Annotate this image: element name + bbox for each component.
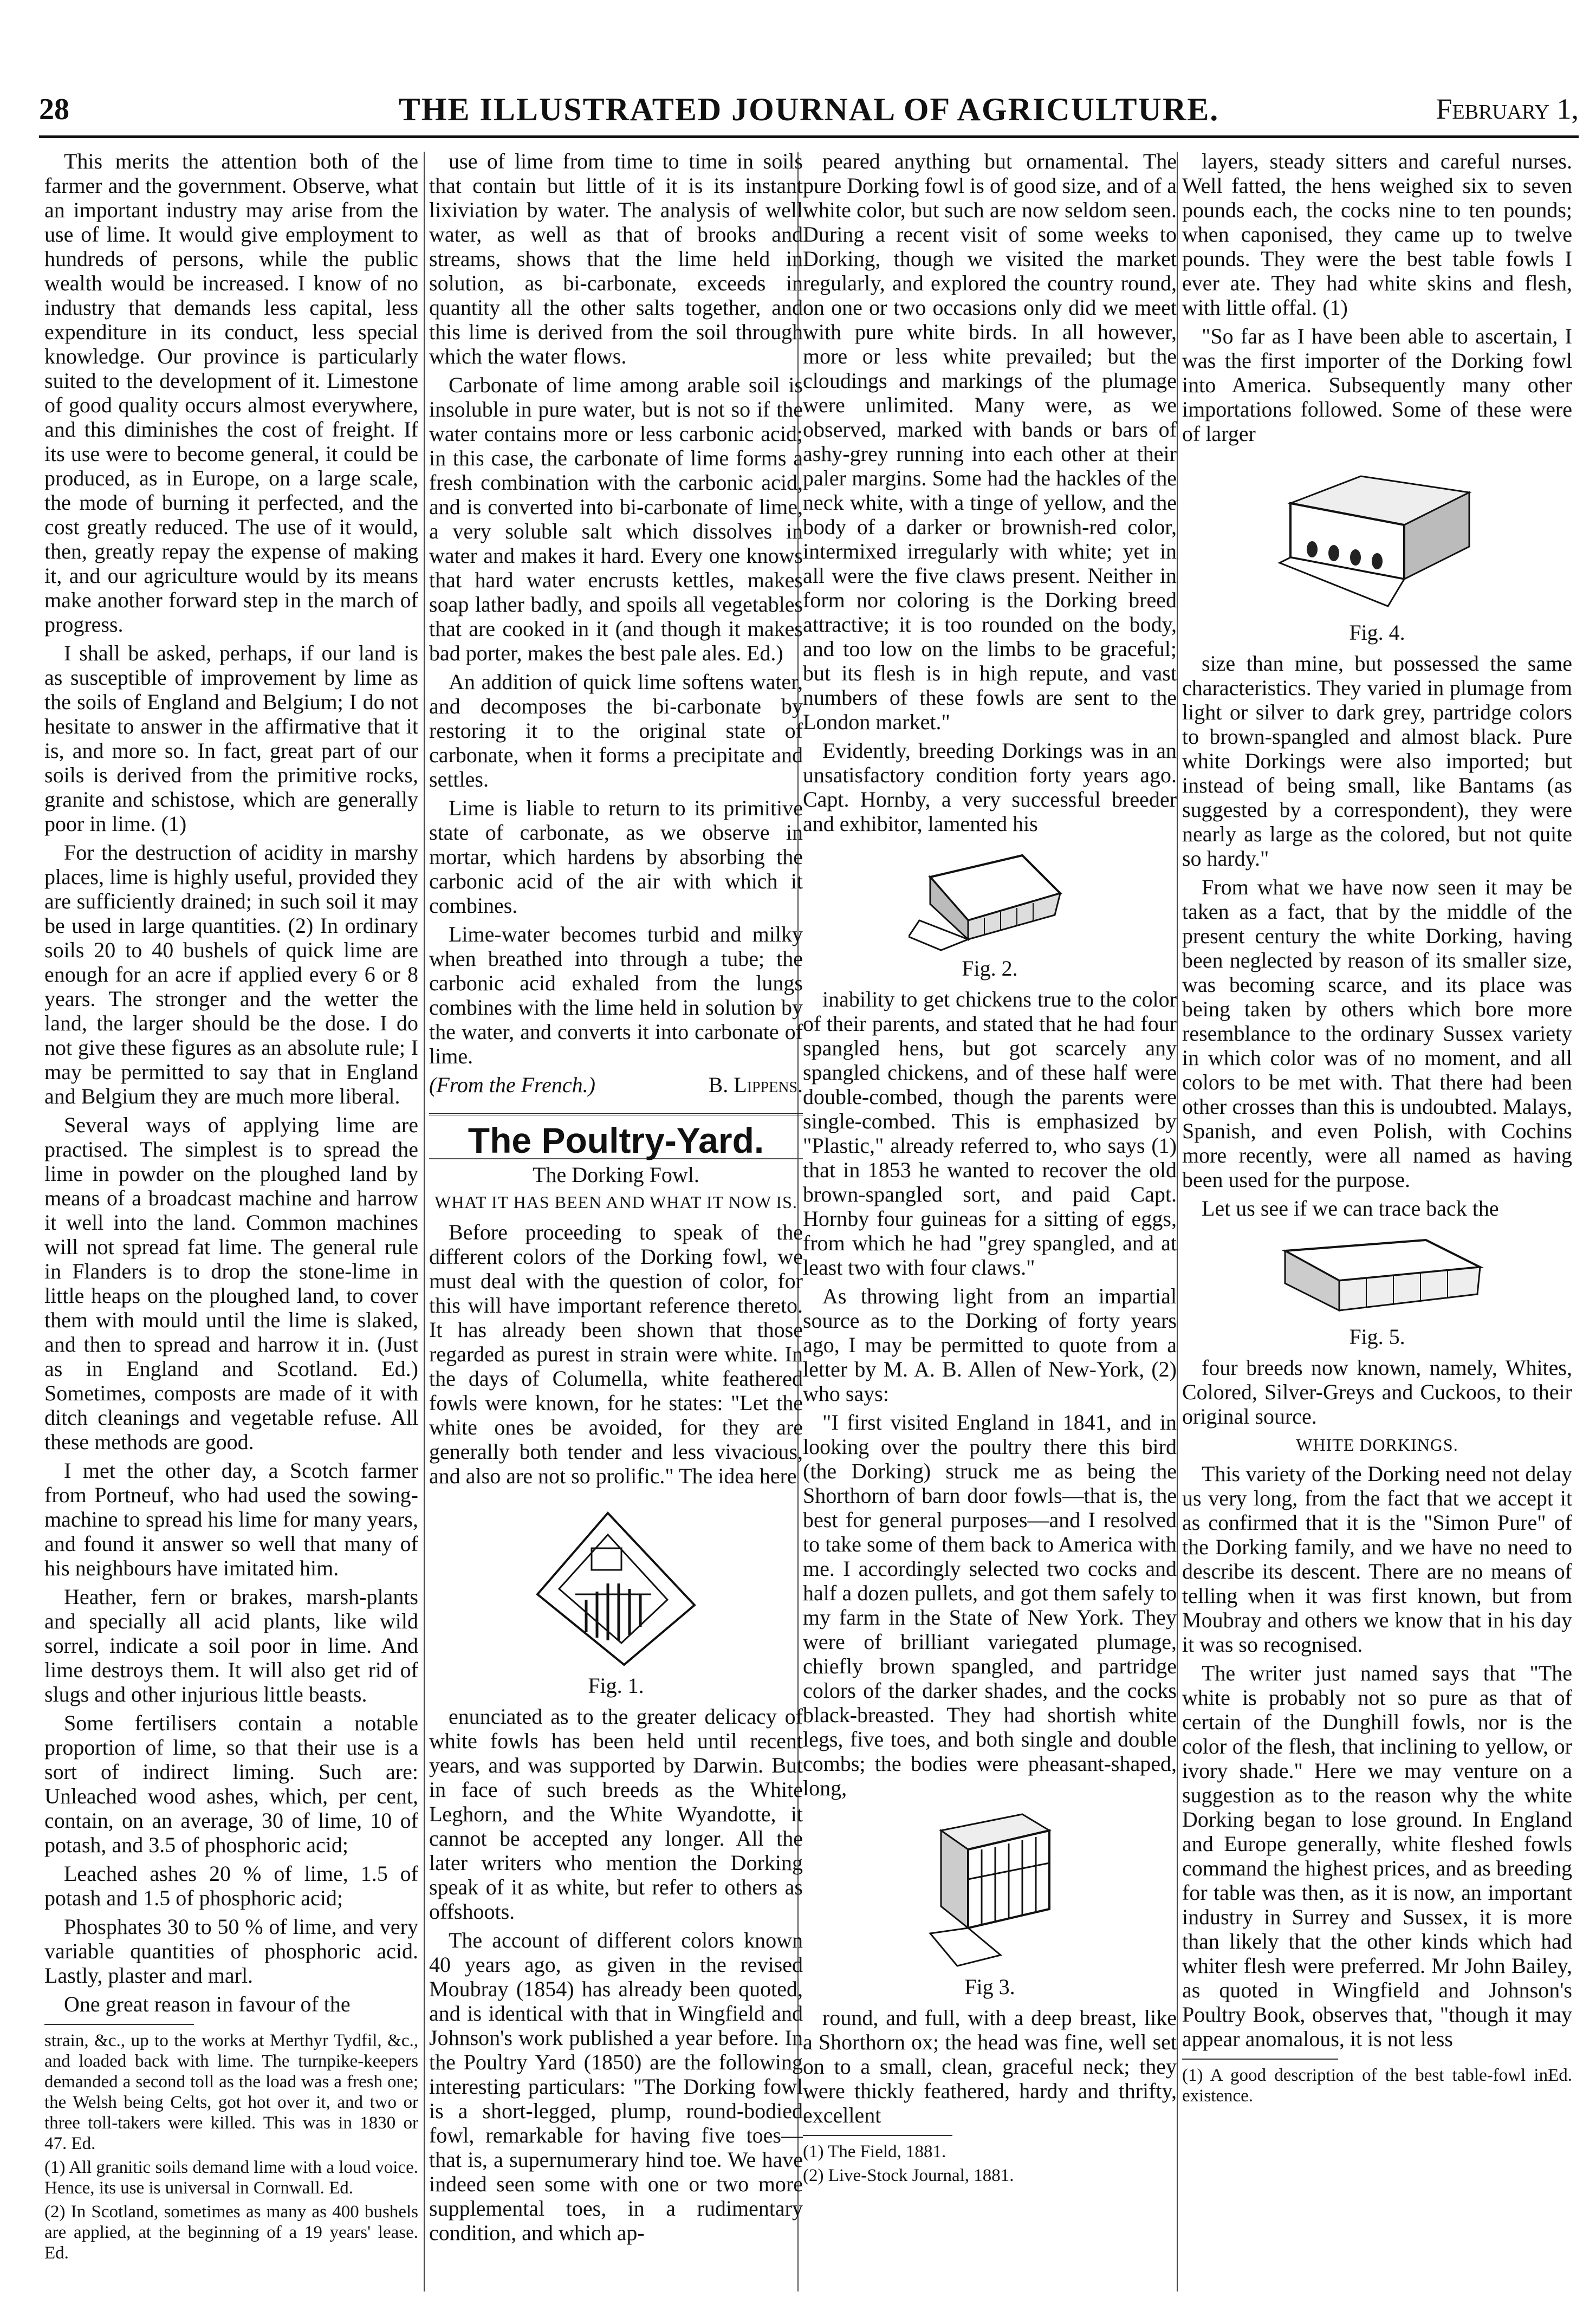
column-divider — [1177, 152, 1178, 2291]
column-3 — [803, 149, 1177, 2294]
footnote: (1) All granitic soils demand lime with a loud voice. Hence, its use is universal in Cornwall. Ed. — [44, 2158, 418, 2198]
paragraph: Lime is liable to return to its primitive state of carbonate, as we observe in mortar, which hardens by absorbing the carbonic acid of the air with which it combines. — [429, 796, 803, 918]
paragraph: use of lime from time to time in soils that contain but little of it is its instant lixiviation by water. The analysis of well water, as well as that of brooks and streams, shows that the lime held in solution, as bi-carbonate, exceeds in quantity all the other salts together, and this lime is derived from the soil through which the water flows. — [429, 149, 803, 368]
paragraph: Some fertilisers contain a notable proportion of lime, so that their use is a sort of indirect liming. Such are: Unleached wood ashes, which, per cent, contain, on an average, 30 of lime, 10 of potash, and 3.5 of phosphoric acid; — [44, 1711, 418, 1857]
footnote-rule — [1182, 2059, 1338, 2060]
footnote: (2) In Scotland, sometimes as many as 400 bushels are applied, at the beginning of a 19 years' lease. Ed. — [44, 2202, 418, 2263]
paragraph: "So far as I have been able to ascertain, I was the first importer of the Dorking fowl into America. Subsequently many other importations followed. Some of these were of larger — [1182, 324, 1572, 446]
figure-caption: Fig. 2. — [962, 956, 1018, 981]
paragraph: One great reason in favour of the — [64, 1992, 351, 2016]
footnote-rule — [803, 2135, 952, 2136]
issue-date: February 1, — [1436, 93, 1579, 125]
figure-caption: Fig 3. — [964, 1975, 1015, 1999]
article-title: The Dorking Fowl. — [429, 1158, 803, 1187]
paragraph: I met the other day, a Scotch farmer from Portneuf, who had used the sowing-machine to spread his lime for many years, and found it answer so well that many of his neighbours have imitated him. — [44, 1458, 418, 1580]
paragraph: Lime-water becomes turbid and milky when breathed into through a tube; the carbonic acid exhaled from the lungs combines with the lime held in solution by the water, and converts it into carbonate of lime. — [429, 922, 803, 1068]
footnote — [1182, 2065, 1572, 2106]
paragraph: enunciated as to the greater delicacy of white fowls has been held until recent years, and was supported by Darwin. But in face of such breeds as the White Leghorn, and the White Wyandotte, it cannot be accepted any longer. All the later writers who mention the Dorking speak of it as white, but refer to others as offshoots. — [429, 1704, 803, 1924]
paragraph: This merits the attention both of the farmer and the government. Observe, what an important industry may arise from the use of lime. It would give employment to hundreds of persons, while the public wealth would be increased. I know of no industry that demands less capital, less expenditure in its conduct, less special knowledge. Our province is particularly suited to the development of it. Limestone of good quality occurs almost everywhere, and this diminishes the cost of freight. If its use were to become general, it could be produced, as in Europe, on a large scale, the mode of burning it perfected, and the cost greatly reduced. The use of it would, then, greatly repay the expense of making it, and our agriculture would by its means make another forward step in the march of progress. — [44, 149, 418, 637]
paragraph: From what we have now seen it may be taken as a fact, that by the middle of the present century the white Dorking, having been neglected by reason of its smaller size, was becoming scarce, and its place was being taken by others which bore more resemblance to the ordinary Sussex variety in which color was of no moment, and all colors to be met with. That there had been other crosses than this is undoubted. Malays, Spanish, and even Polish, with Cochins more recently, were all named as having been used for the purpose. — [1182, 875, 1572, 1192]
paragraph: four breeds now known, namely, Whites, Colored, Silver-Greys and Cuckoos, to their original source. — [1182, 1355, 1572, 1429]
article-signature — [429, 1073, 803, 1097]
figure-3 — [803, 1809, 1177, 1999]
paragraph: For the destruction of acidity in marshy places, lime is highly useful, provided they are sufficiently drained; in such soil it may be used in large quantities. (2) In ordinary soils 20 to 40 bushels of quick lime are enough for an acre if applied every 6 or 8 years. The stronger and the wetter the land, the larger should be the dose. I do not give these figures as an absolute rule; I may be permitted to say that in England and Belgium they are much more liberal. — [44, 840, 418, 1108]
paragraph: Several ways of applying lime are practised. The simplest is to spread the lime in powder on the ploughed land by means of a broadcast machine and harrow it well into the land. Common machines will not spread fat lime. The general rule in Flanders is to drop the stone-lime in little heaps on the ploughed land, to cover them with mould until the lime is slaked, and then to spread and harrow it in. (Just as in England and Scotland. Ed.) Sometimes, composts are made of it with ditch cleanings and vegetable refuse. All these methods are good. — [44, 1113, 418, 1454]
section-subheading: WHITE DORKINGS. — [1296, 1435, 1458, 1455]
paragraph: Phosphates 30 to 50 % of lime, and very variable quantities of phosphoric acid. Lastly, plaster and marl. — [44, 1914, 418, 1988]
article-source: (From the French.) — [429, 1073, 595, 1097]
paragraph: Let us see if we can trace back the — [1202, 1196, 1499, 1221]
journal-title: THE ILLUSTRATED JOURNAL OF AGRICULTURE. — [398, 92, 1219, 127]
header-rule — [39, 135, 1579, 138]
paragraph: Leached ashes 20 % of lime, 1.5 of potash and 1.5 of phosphoric acid; — [44, 1861, 418, 1910]
paragraph: Before proceeding to speak of the different colors of the Dorking fowl, we must deal with the question of color, for this will have important reference thereto. It has already been shown that those regarded as purest in strain were white. In the days of Columella, white feathered fowls were known, for he states: "Let the white ones be avoided, for they are generally both tender and less vivacious, and also are not so prolific." The idea here — [429, 1220, 803, 1488]
article-author: B. Lippens. — [708, 1073, 803, 1097]
paragraph: "I first visited England in 1841, and in looking over the poultry there this bird (the Dorking) struck me as being the Shorthorn of barn door fowls—that is, the best for general purposes—and I resolved to take some of them back to America with me. I accordingly selected two cocks and half a dozen pullets, and got them safely to my farm in the State of New York. They were of brilliant variegated plumage, chiefly brown spangled, and partridge colors of the darker shades, and the cocks black-breasted. They had shortish white legs, five toes, and both single and double combs; the bodies were pheasant-shaped, long, — [803, 1410, 1177, 1800]
footnote: (2) Live-Stock Journal, 1881. — [803, 2166, 1014, 2185]
figure-2 — [803, 845, 1177, 981]
paragraph: This variety of the Dorking need not delay us very long, from the fact that we accept it as confirmed that it is the "Simon Pure" of the Dorking family, and we have no need to describe its descent. There are no means of telling when it was first known, but from Moubray and others we know that in his day it was so recognised. — [1182, 1462, 1572, 1657]
page-header — [39, 81, 1579, 130]
footnote: strain, &c., up to the works at Merthyr Tydfil, &c., and loaded back with lime. The turnpike-keepers demanded a second toll as the load was a fresh one; the Welsh being Celts, got hot over it, and two or three toll-takers were killed. This was in 1830 or 47. Ed. — [44, 2031, 418, 2153]
figure-caption: Fig. 1. — [588, 1673, 644, 1698]
paragraph: Evidently, breeding Dorkings was in an unsatisfactory condition forty years ago. Capt. Hornby, a very successful breeder and exhibitor, lamented his — [803, 738, 1177, 836]
paragraph: peared anything but ornamental. The pure Dorking fowl is of good size, and of a white color, but such are now seldom seen. During a recent visit of some weeks to Dorking, though we visited the market regularly, and explored the country round, on one or two occasions only did we meet with pure white birds. In all however, more or less white prevailed; but the cloudings and markings of the plumage were unlimited. Many were, as we observed, marked with bands or bars of ashy-grey running into each other at their paler margins. Some had the hackles of the neck white, with a tinge of yellow, and the body of a darker or brownish-red color, intermixed irregularly with white; yet in all were the five claws present. Neither in form nor coloring is the Dorking breed attractive; it is too rounded on the body, and too low on the limbs to be graceful; but its flesh is in high repute, and vast numbers of these fowls are sent to the London market." — [803, 149, 1177, 734]
column-2 — [429, 149, 803, 2294]
paragraph: The account of different colors known 40 years ago, as given in the revised Moubray (1854) has already been quoted, and is identical with that in Wingfield and Johnson's work published a year before. In the Poultry Yard (1850) are the following interesting particulars: "The Dorking fowl is a short-legged, plump, round-bodied fowl, remarkable for having five toes—that is, a supernumerary hind toe. We have indeed seen some with one or two more supplemental toes, in a rudimentary condition, and which ap- — [429, 1928, 803, 2245]
paragraph: The writer just named says that "The white is probably not so pure as that of certain of the Dunghill fowls, nor is the color of the flesh, that inclining to yellow, or ivory shade." Here we may venture on a suggestion as to the reason why the white Dorking began to lose ground. In England and Europe generally, white fleshed fowls command the highest prices, and as breeding for table was then, as it is now, an important industry in Surrey and Sussex, it is more than likely that the other kinds which had whiter flesh were preferred. Mr John Bailey, as quoted in Wingfield and Johnson's Poultry Book, observes that, "though it may appear anomalous, it is not less — [1182, 1661, 1572, 2051]
footnote: (1) The Field, 1881. — [803, 2142, 946, 2161]
column-1 — [44, 149, 418, 2294]
paragraph: Heather, fern or brakes, marsh-plants and specially all acid plants, like wild sorrel, indicate a soil poor in lime. And lime destroys them. It will also get rid of slugs and other injurious little beasts. — [44, 1585, 418, 1706]
figure-1 — [429, 1497, 803, 1698]
paragraph: As throwing light from an impartial source as to the Dorking of forty years ago, I may be permitted to quote from a letter by M. A. B. Allen of New-York, (2) who says: — [803, 1284, 1177, 1406]
section-title: The Poultry-Yard. — [429, 1113, 803, 1153]
column-4 — [1182, 149, 1572, 2294]
figure-caption: Fig. 4. — [1349, 620, 1405, 645]
paragraph: Carbonate of lime among arable soil is insoluble in pure water, but is not so if the water contains more or less carbonic acid; in this case, the carbonate of lime forms a fresh combination with the carbonic acid, and is converted into bi-carbonate of lime, a very soluble salt which dissolves in water and makes it hard. Every one knows that hard water encrusts kettles, makes soap lather badly, and spoils all vegetables that are cooked in it (and though it makes bad porter, makes the best pale ales. Ed.) — [429, 373, 803, 665]
figure-caption: Fig. 5. — [1349, 1325, 1405, 1349]
paragraph: An addition of quick lime softens water, and decomposes the bi-carbonate by restoring it to the original state of carbonate, when it forms a precipitate and settles. — [429, 670, 803, 791]
paragraph: size than mine, but possessed the same characteristics. They varied in plumage from light or silver to dark grey, partridge colors to brown-spangled and almost black. Pure white Dorkings were also imported; but instead of being small, like Bantams (as suggested by a correspondent), they were nearly as large as the colored, but not quite so hardy." — [1182, 651, 1572, 871]
figure-5 — [1182, 1229, 1572, 1349]
paragraph: layers, steady sitters and careful nurses. Well fatted, the hens weighed six to seven pounds each, the cocks nine to ten pounds; when caponised, they came up to twelve pounds. They were the best table fowls I ever ate. They had white skins and flesh, with little offal. (1) — [1182, 149, 1572, 320]
page-number: 28 — [39, 93, 69, 126]
column-divider — [424, 152, 425, 2291]
paragraph: inability to get chickens true to the color of their parents, and stated that he had four spangled hens, but got scarcely any spangled chickens, and of these half were double-combed, though the parents were single-combed. This is emphasized by "Plastic," already referred to, who says (1) that in 1853 he wanted to recover the old brown-spangled sort, and paid Capt. Hornby four guineas for a sitting of eggs, from which he had "grey spangled, and at least two with four claws." — [803, 987, 1177, 1280]
footnote-editor: Ed. — [1548, 2066, 1572, 2085]
coop-illustration — [1269, 455, 1485, 617]
figure-4 — [1182, 455, 1572, 645]
article-subtitle: WHAT IT HAS BEEN AND WHAT IT NOW IS. — [434, 1192, 797, 1212]
paragraph: I shall be asked, perhaps, if our land is as susceptible of improvement by lime as the soils of England and Belgium; I do not hesitate to answer in the affirmative that it is, and more so. In fact, great part of our soils is derived from the primitive rocks, granite and schistose, which are generally poor in lime. (1) — [44, 641, 418, 836]
coop-illustration — [909, 845, 1071, 953]
footnote-text: (1) A good description of the best table-fowl in existence. — [1182, 2066, 1548, 2106]
coop-illustration — [1263, 1229, 1491, 1321]
footnote-rule — [44, 2024, 194, 2025]
coop-illustration — [919, 1809, 1060, 1971]
coop-illustration — [527, 1497, 705, 1670]
paragraph: round, and full, with a deep breast, like a Shorthorn ox; the head was fine, well set on to a small, clean, graceful neck; they were thickly feathered, hardy and thrifty, excellent — [803, 2005, 1177, 2127]
